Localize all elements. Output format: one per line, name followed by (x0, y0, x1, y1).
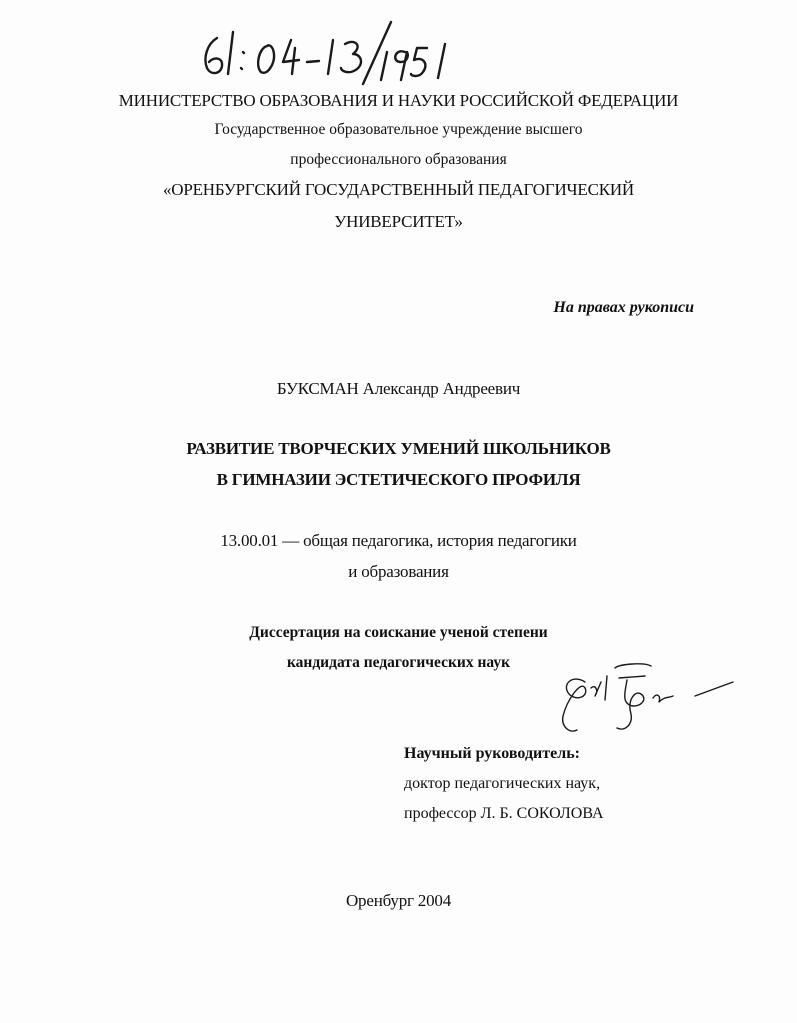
institution-line-1: Государственное образовательное учреждение высшего (214, 121, 583, 138)
signature-image (555, 660, 745, 740)
thesis-title-line-1: РАЗВИТИЕ ТВОРЧЕСКИХ УМЕНИЙ ШКОЛЬНИКОВ (186, 439, 611, 458)
supervisor-degree: доктор педагогических наук, (404, 775, 601, 792)
ministry-name: МИНИСТЕРСТВО ОБРАЗОВАНИЯ И НАУКИ РОССИЙСКОЙ ФЕДЕРАЦИИ (118, 91, 679, 110)
university-line-2: УНИВЕРСИТЕТ» (334, 212, 463, 231)
handwritten-archive-number (195, 18, 455, 88)
specialty-line-2: и образования (348, 562, 449, 581)
degree-line-1: Диссертация на соискание ученой степени (249, 624, 548, 641)
supervisor-name: профессор Л. Б. СОКОЛОВА (404, 805, 604, 822)
institution-line-2: профессионального образования (290, 151, 507, 168)
university-line-1: «ОРЕНБУРГСКИЙ ГОСУДАРСТВЕННЫЙ ПЕДАГОГИЧЕСКИЙ (162, 180, 635, 199)
thesis-title-line-2: В ГИМНАЗИИ ЭСТЕТИЧЕСКОГО ПРОФИЛЯ (216, 470, 581, 489)
author-name: БУКСМАН Александр Андреевич (276, 379, 521, 398)
degree-line-2: кандидата педагогических наук (286, 654, 511, 671)
city-year: Оренбург 2004 (345, 891, 452, 910)
specialty-line-1: 13.00.01 — общая педагогика, история педагогики (220, 531, 577, 550)
supervisor-label: Научный руководитель: (404, 745, 580, 762)
manuscript-rights: На правах рукописи (553, 299, 694, 316)
